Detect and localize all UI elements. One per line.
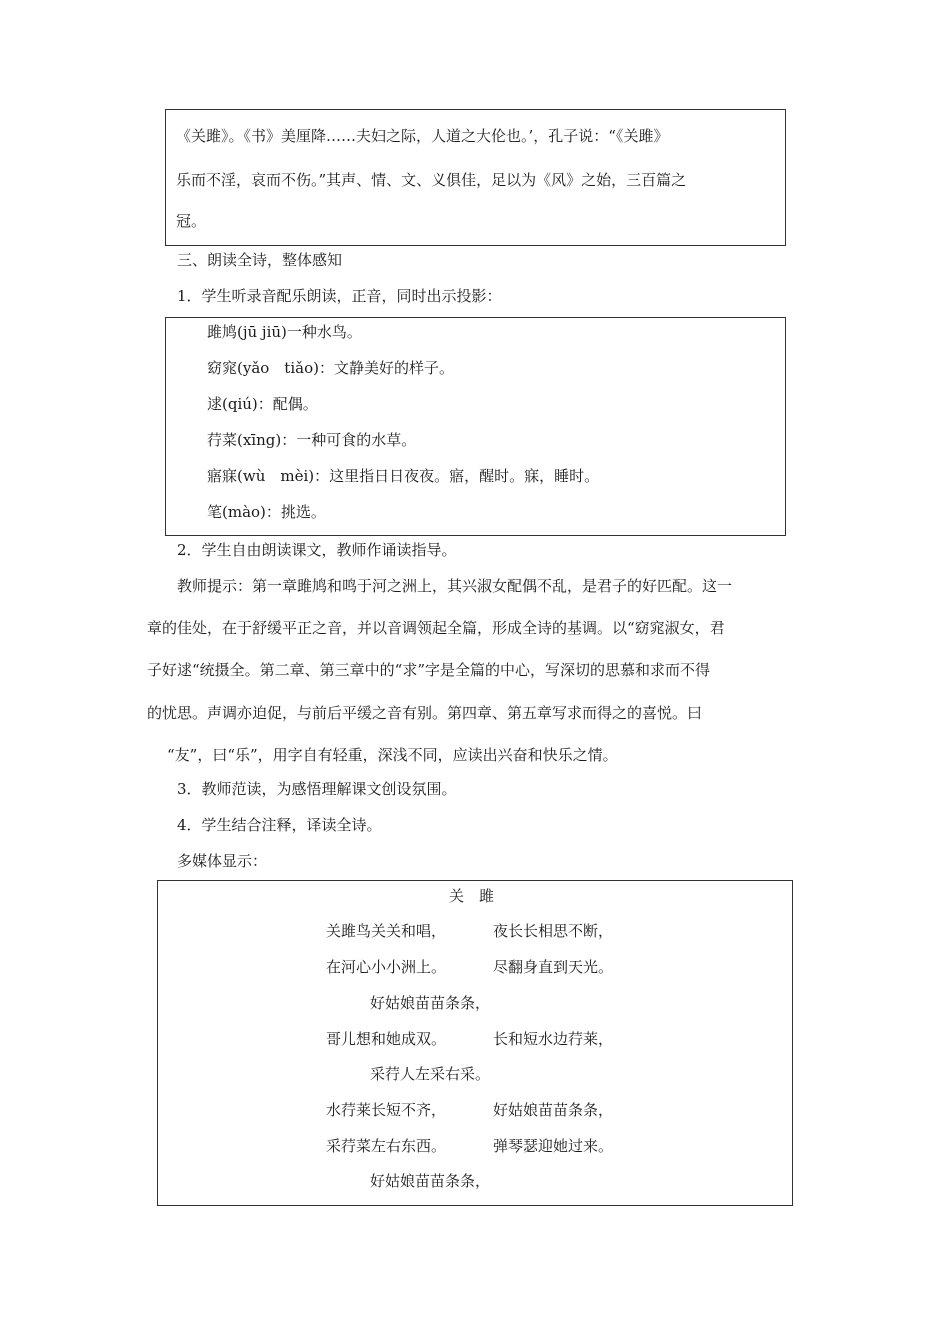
- quote-line-1: 《关雎》。《书》美厘降……夫妇之际，人道之大伦也。’，孔子说：“《关雎》: [176, 127, 669, 145]
- vocab-item: 寤寐(wù mèi)：这里指日日夜夜。寤，醒时。寐，睡时。: [207, 467, 600, 485]
- vocab-item: 窈窕(yǎo tiǎo)：文静美好的样子。: [207, 359, 454, 377]
- section-3-heading: 三、朗读全诗，整体感知: [177, 251, 343, 269]
- poem-line: 好姑娘苗苗条条，: [370, 1172, 491, 1190]
- step-2: 2．学生自由朗读课文，教师作诵读指导。: [177, 541, 457, 559]
- poem-box: [157, 880, 793, 1206]
- vocab-item: 笔(mào)：挑选。: [207, 503, 326, 521]
- step-4: 4．学生结合注释，译读全诗。: [177, 816, 382, 834]
- poem-line: 好姑娘苗苗条条，: [493, 1101, 614, 1119]
- poem-line: 弹琴瑟迎她过来。: [493, 1137, 614, 1155]
- quote-line-2: 乐而不淫，哀而不伤。”其声、情、文、义俱佳，足以为《风》之始，三百篇之: [176, 171, 687, 189]
- poem-title: 关 雎: [449, 887, 495, 905]
- poem-line: 夜长长相思不断，: [493, 922, 614, 940]
- poem-line: 采荇菜左右东西。: [326, 1137, 447, 1155]
- poem-line: 尽翻身直到天光。: [493, 958, 614, 976]
- teacher-tip-line-5: “友”，曰“乐”，用字自有轻重，深浅不同，应读出兴奋和快乐之情。: [167, 746, 618, 764]
- poem-line: 在河心小小洲上。: [326, 958, 447, 976]
- quote-line-3: 冠。: [176, 212, 207, 230]
- poem-line: 水荇莱长短不齐，: [326, 1101, 447, 1119]
- step-1: 1．学生听录音配乐朗读，正音，同时出示投影：: [177, 287, 502, 305]
- teacher-tip-line-4: 的忧思。声调亦迫促，与前后平缓之音有别。第四章、第五章写求而得之的喜悦。曰: [147, 704, 703, 722]
- poem-line: 长和短水边荇莱，: [493, 1030, 614, 1048]
- teacher-tip-line-3: 子好逑“统摄全。第二章、第三章中的“求”字是全篇的中心，写深切的思慕和求而不得: [147, 661, 711, 679]
- vocab-item: 雎鸠(jū jiū)一种水鸟。: [207, 323, 362, 341]
- poem-line: 哥儿想和她成双。: [326, 1030, 447, 1048]
- teacher-tip-line-2: 章的佳处，在于舒缓平正之音，并以音调领起全篇，形成全诗的基调。以“窈窕淑女，君: [147, 619, 725, 637]
- multimedia-label: 多媒体显示：: [177, 852, 268, 870]
- poem-line: 关雎鸟关关和唱，: [326, 922, 447, 940]
- poem-line: 采荇人左采右采。: [370, 1065, 491, 1083]
- teacher-tip-line-1: 教师提示：第一章雎鸠和鸣于河之洲上，其兴淑女配偶不乱，是君子的好匹配。这一: [177, 577, 733, 595]
- step-3: 3．教师范读，为感悟理解课文创设氛围。: [177, 780, 457, 798]
- vocab-item: 逑(qiú)：配偶。: [207, 395, 318, 413]
- poem-line: 好姑娘苗苗条条，: [370, 994, 491, 1012]
- vocab-item: 荇菜(xīng)：一种可食的水草。: [207, 431, 417, 449]
